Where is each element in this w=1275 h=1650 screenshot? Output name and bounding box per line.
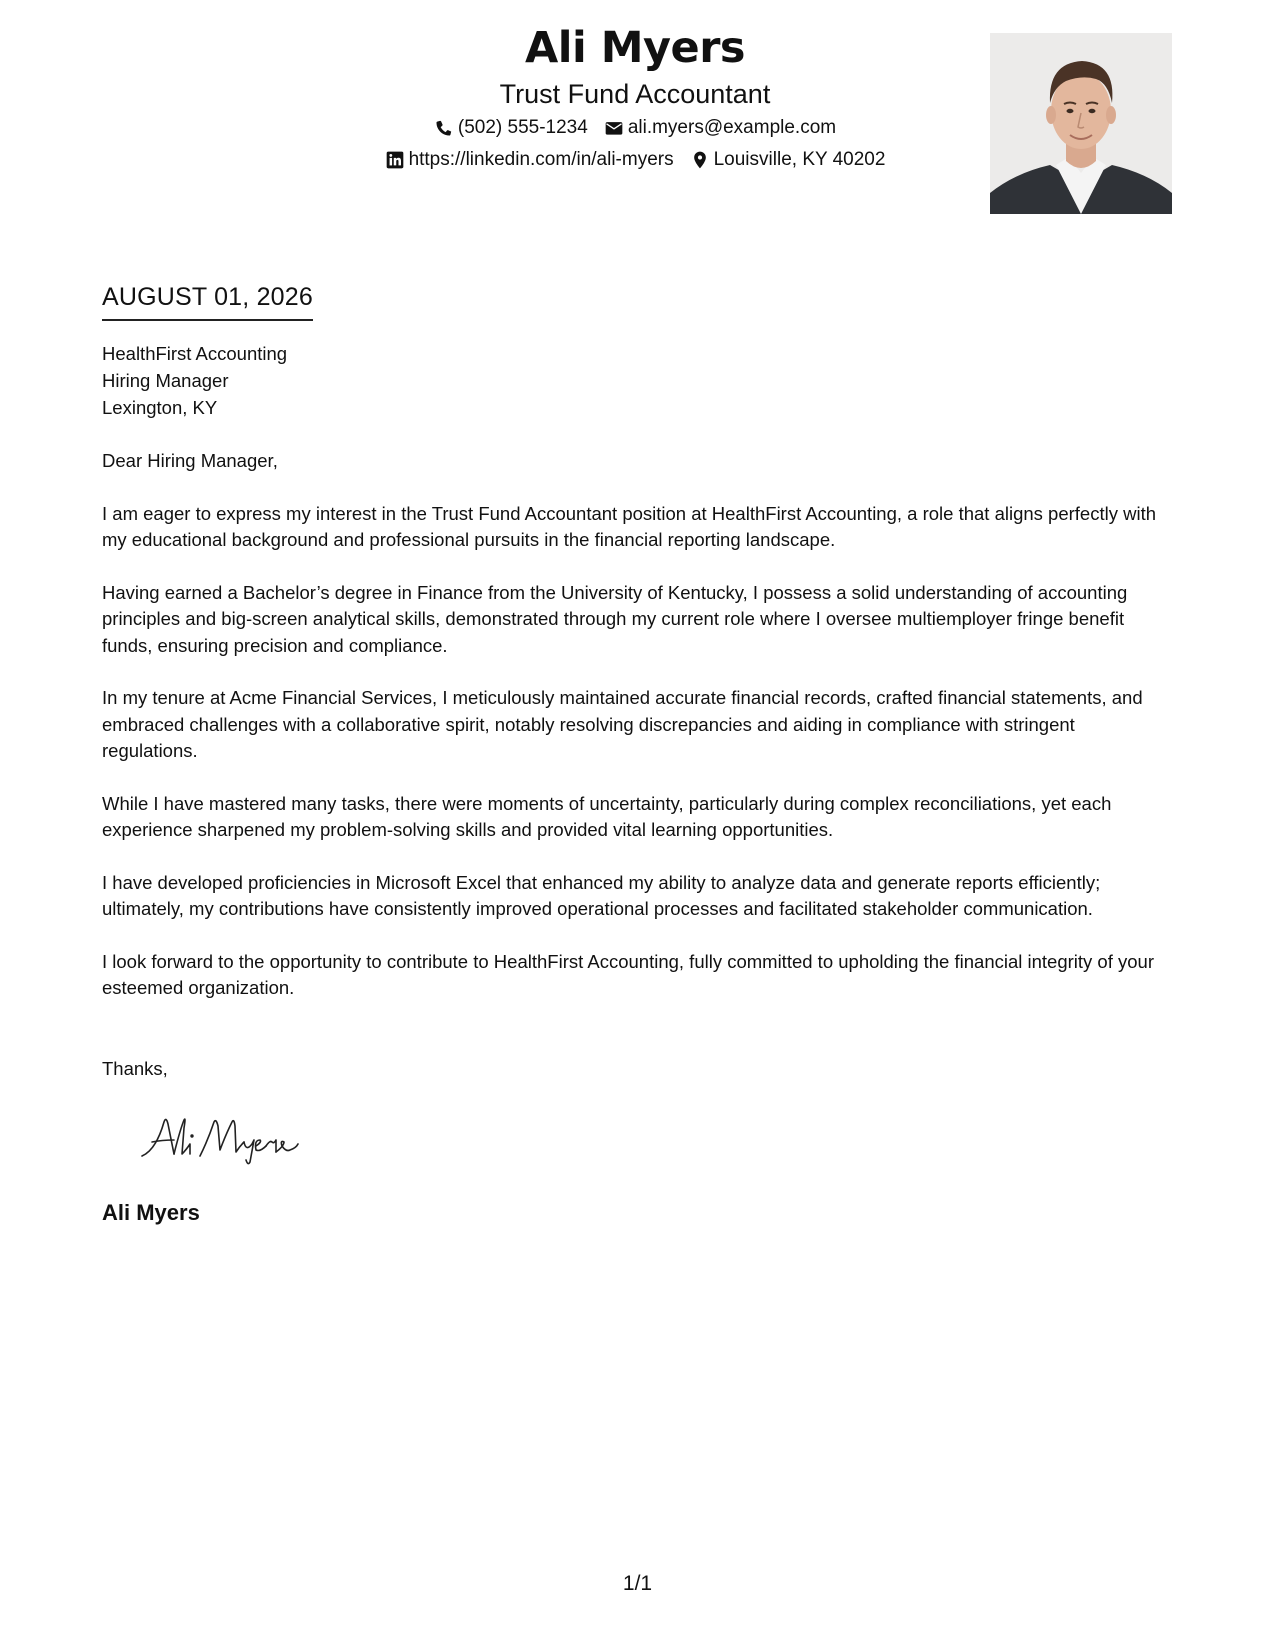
paragraph: I have developed proficiencies in Microsoft Excel that enhanced my ability to analyze data and generate reports efficiently; ultimately, my contributions have consistently improved operational processes and facilitated stakeholder communication.: [102, 871, 1101, 919]
closing: Thanks,: [102, 1058, 168, 1079]
salutation: Dear Hiring Manager,: [102, 450, 278, 471]
phone-number: (502) 555-1234: [457, 117, 588, 138]
profile-photo: [990, 33, 1172, 214]
paragraph: Having earned a Bachelor’s degree in Finance from the University of Kentucky, I possess a solid understanding of accounting principles and big-screen analytical skills, demonstrated through my current role where I oversee multiemployer fringe benefit funds, ensuring precision and compliance.: [102, 581, 1128, 656]
phone-contact: [434, 112, 588, 144]
email-address[interactable]: ali.myers@example.com: [627, 117, 837, 138]
paragraph: In my tenure at Acme Financial Services, I meticulously maintained accurate financial records, crafted financial statements, and embraced challenges with a collaborative spirit, notably resolving discrepancies and aiding in compliance with stringent regulations.: [102, 687, 1143, 761]
job-title: Trust Fund Accountant: [499, 79, 771, 109]
letter-date: AUGUST 01, 2026: [102, 279, 313, 321]
handwritten-signature: [138, 1110, 328, 1166]
phone-icon: [434, 118, 454, 138]
page-number: 1/1: [622, 1572, 653, 1595]
linkedin-url[interactable]: https://linkedin.com/in/ali-myers: [408, 149, 674, 170]
email-contact[interactable]: [604, 112, 836, 144]
map-pin-icon: [690, 150, 710, 170]
envelope-icon: [604, 118, 624, 138]
candidate-name: Ali Myers: [524, 23, 745, 73]
recipient-company: HealthFirst Accounting: [102, 343, 288, 364]
paragraph: I look forward to the opportunity to contribute to HealthFirst Accounting, fully committed to upholding the financial integrity of your esteemed organization.: [102, 950, 1154, 998]
location-text: Louisville, KY 40202: [713, 149, 886, 170]
recipient-location: Lexington, KY: [102, 397, 218, 418]
letter-body: [102, 448, 1172, 1028]
recipient-role: Hiring Manager: [102, 370, 229, 391]
linkedin-contact[interactable]: [385, 144, 674, 176]
paragraph: While I have mastered many tasks, there were moments of uncertainty, particularly during complex reconciliations, yet each experience sharpened my problem-solving skills and provided vital learning opportunities.: [102, 792, 1112, 840]
location-contact: [690, 144, 886, 176]
paragraph: I am eager to express my interest in the Trust Fund Accountant position at HealthFirst Accounting, a role that aligns perfectly with my educational background and professional pursuits in the financial reporting landscape.: [102, 502, 1157, 550]
signed-name: Ali Myers: [102, 1200, 200, 1225]
linkedin-icon: [385, 150, 405, 170]
recipient-block: [102, 340, 287, 421]
